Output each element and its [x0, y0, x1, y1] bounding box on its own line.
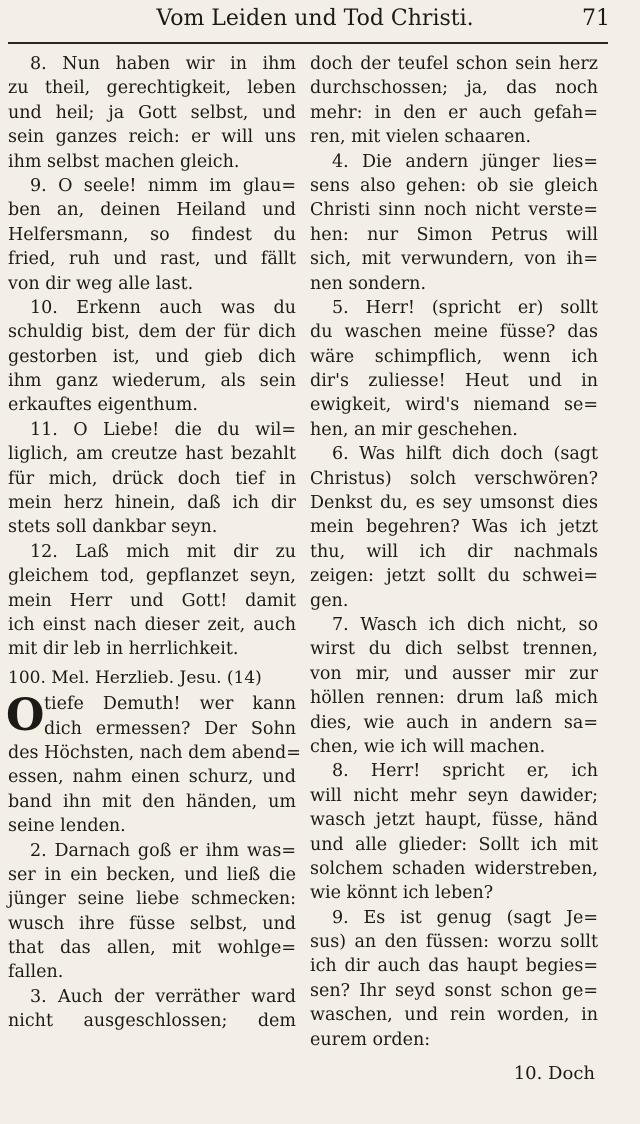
text-line: 3. Auch der verräther ward — [30, 986, 296, 1007]
text-line: ihm ganz wiederum, als sein — [8, 371, 296, 392]
text-line: thu, will ich dir nachmals — [310, 541, 598, 562]
text-line: mein Herr und Gott! damit — [8, 590, 296, 611]
text-line: chen, wie ich will machen. — [310, 736, 546, 757]
text-line: du waschen meine füsse? das — [310, 322, 598, 343]
text-line: schuldig bist, dem der für dich — [8, 322, 296, 343]
text-line: ich dir auch das haupt begies= — [310, 956, 598, 977]
text-line: Denkst du, es sey umsonst dies — [310, 493, 598, 514]
text-line: wusch ihre füsse selbst, und — [8, 913, 296, 934]
page-number: 71 — [582, 6, 610, 31]
hymn-line-text: tiefe Demuth! wer kann — [44, 694, 296, 715]
text-line: 9. O seele! nimm im glau= — [30, 175, 296, 196]
right-column — [310, 52, 598, 1052]
text-line: und heil; ja Gott selbst, und — [8, 102, 296, 123]
text-line: sens also gehen: ob sie gleich — [310, 175, 598, 196]
text-line: mein begehren? Was ich jetzt — [310, 517, 598, 538]
text-line: that das allen, mit wohlge= — [8, 938, 296, 959]
text-line: 9. Es ist genug (sagt Je= — [332, 907, 598, 928]
hymn-heading: 100. Mel. Herzlieb. Jesu. (14) — [8, 667, 262, 688]
text-line: wasch jetzt haupt, füsse, händ — [310, 810, 598, 831]
text-line: und alle glieder: Sollt ich mit — [310, 834, 598, 855]
text-line: gleichem tod, gepflanzet seyn, — [8, 566, 296, 587]
text-line: will nicht mehr seyn dawider; — [310, 785, 598, 806]
text-line: ich einst nach dieser zeit, auch — [8, 614, 296, 635]
text-line: hen: nur Simon Petrus will — [310, 224, 598, 245]
text-line: stets soll dankbar seyn. — [8, 517, 218, 538]
text-line: Helfersmann, so findest du — [8, 224, 296, 245]
text-line: wie könnt ich leben? — [310, 883, 494, 904]
text-line: ihm selbst machen gleich. — [8, 151, 240, 172]
text-line: dies, wie auch in andern sa= — [310, 712, 598, 733]
text-line: zu theil, gerechtigkeit, leben — [8, 78, 296, 99]
left-column — [6, 52, 301, 1034]
text-line: mehr: in den er auch gefah= — [310, 102, 598, 123]
text-line: 5. Herr! (spricht er) sollt — [332, 297, 598, 318]
text-line: band ihn mit den händen, um — [8, 791, 296, 812]
text-line: 6. Was hilft dich doch (sagt — [332, 444, 598, 465]
text-line: 10. Erkenn auch was du — [30, 297, 296, 318]
text-line: mein herz hinein, daß ich dir — [8, 493, 296, 514]
text-line: sich, mit verwundern, von ih= — [310, 249, 598, 270]
text-line: mit dir leb in herrlichkeit. — [8, 639, 239, 660]
text-line: seine lenden. — [8, 816, 126, 837]
header-rule — [8, 42, 608, 44]
text-line: 12. Laß mich mit dir zu — [30, 541, 296, 562]
text-line: dir's zuliesse! Heut und in — [310, 371, 598, 392]
text-line: fried, ruh und rast, und fällt — [8, 249, 296, 270]
text-line: 2. Darnach goß er ihm was= — [30, 840, 296, 861]
text-line: sein ganzes reich: er will uns — [8, 127, 296, 148]
text-line: zeigen: jetzt sollt du schwei= — [310, 566, 598, 587]
text-line: wirst du dich selbst trennen, — [310, 639, 598, 660]
text-line: ben an, deinen Heiland und — [8, 200, 296, 221]
text-line: nicht ausgeschlossen; dem — [8, 1011, 296, 1032]
text-line: ren, mit vielen schaaren. — [310, 127, 532, 148]
text-line: solchem schaden widerstreben, — [310, 858, 598, 879]
text-line: liglich, am creutze hast bezahlt — [8, 444, 296, 465]
text-line: gestorben ist, und gieb dich — [8, 346, 296, 367]
text-line: 7. Wasch ich dich nicht, so — [332, 614, 598, 635]
text-line: fallen. — [8, 962, 64, 983]
text-line: höllen rennen: drum laß mich — [310, 688, 598, 709]
running-header: Vom Leiden und Tod Christi. — [156, 6, 474, 31]
text-line: doch der teufel schon sein herz — [310, 54, 598, 74]
text-line: ser in ein becken, und ließ die — [8, 864, 296, 885]
text-line: 11. O Liebe! die du wil= — [30, 419, 296, 440]
text-line: 8. Herr! spricht er, ich — [332, 761, 598, 782]
text-line: ewigkeit, wird's niemand se= — [310, 395, 598, 416]
drop-cap: O — [6, 690, 45, 742]
text-line: 4. Die andern jünger lies= — [332, 151, 598, 172]
text-line: nen sondern. — [310, 273, 427, 294]
text-line: erkauftes eigenthum. — [8, 395, 198, 416]
text-line: sus) an den füssen: worzu sollt — [310, 932, 598, 953]
text-line: dich ermessen? Der Sohn — [44, 718, 296, 739]
text-line: Christi sinn noch nicht verste= — [310, 200, 598, 221]
text-line: für mich, drück doch tief in — [8, 468, 296, 489]
text-line: jünger seine liebe schmecken: — [8, 889, 296, 910]
text-line: Christus) solch verschwören? — [310, 468, 598, 489]
text-line: gen. — [310, 590, 349, 611]
catchword: 10. Doch — [513, 1063, 595, 1084]
text-line: waschen, und rein worden, in — [310, 1005, 598, 1026]
text-line: sen? Ihr seyd sonst schon ge= — [310, 980, 598, 1001]
text-line: wäre schimpflich, wenn ich — [310, 346, 598, 367]
text-line: essen, nahm einen schurz, und — [8, 767, 296, 788]
text-line: des Höchsten, nach dem abend= — [8, 742, 301, 763]
text-line: durchschossen; ja, das noch — [310, 78, 598, 99]
text-line: 8. Nun haben wir in ihm — [30, 54, 296, 74]
text-line: von mir, und ausser mir zur — [310, 663, 598, 684]
text-line: von dir weg alle last. — [8, 273, 194, 294]
text-line: hen, an mir geschehen. — [310, 419, 518, 440]
text-line: eurem orden: — [310, 1029, 431, 1050]
